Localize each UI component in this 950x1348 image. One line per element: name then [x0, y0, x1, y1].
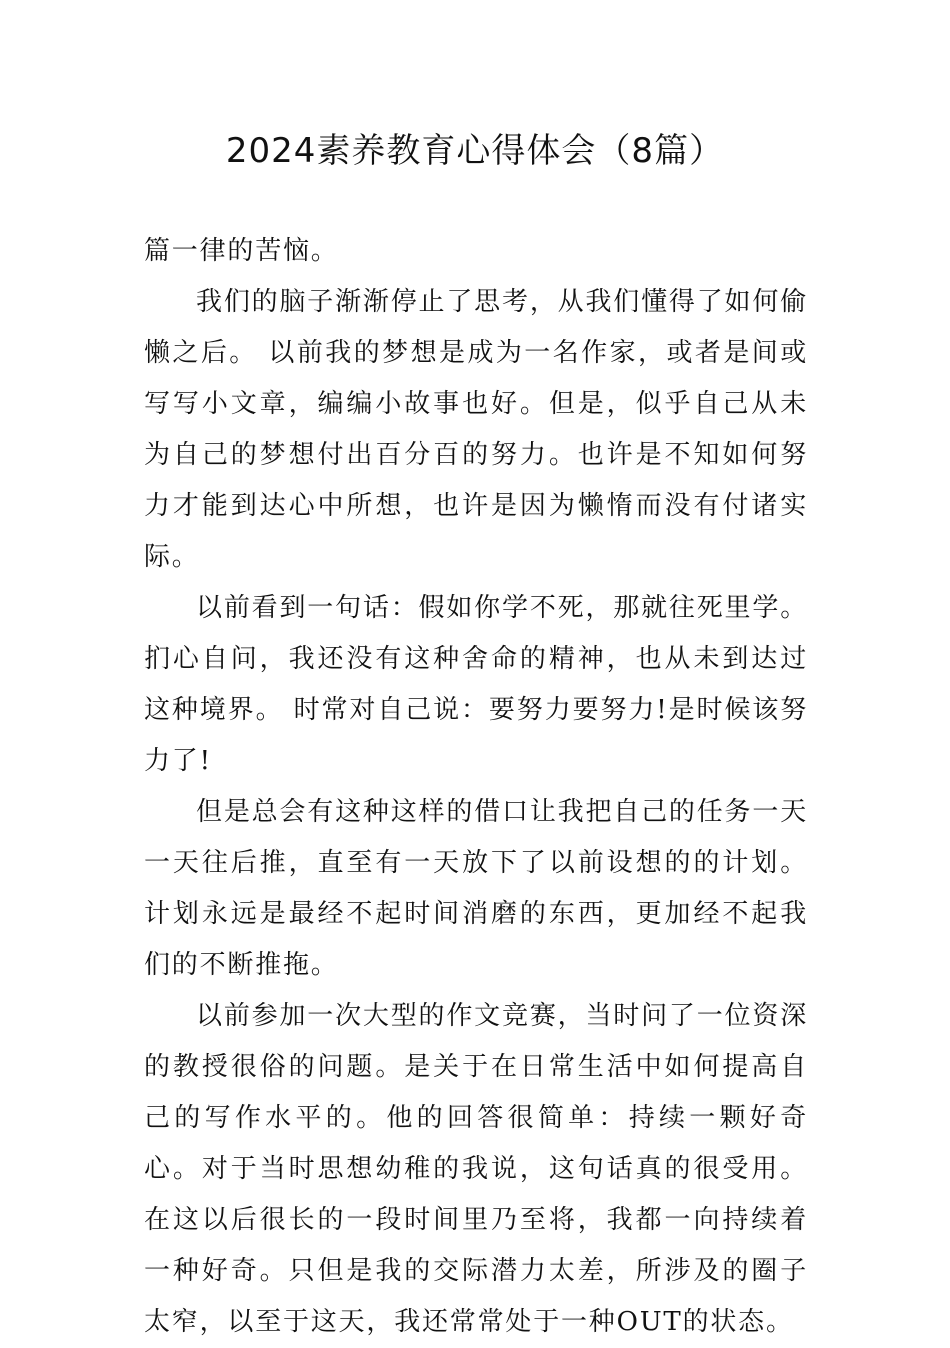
- document-body: [144, 226, 808, 1348]
- section-heading: 篇一律的苦恼。: [144, 236, 339, 266]
- document-title: 2024素养教育心得体会（8篇）: [225, 131, 725, 171]
- paragraph-3: 但是总会有这种这样的借口让我把自己的任务一天一天往后推，直至有一天放下了以前设想的的计划。计划永远是最经不起时间消磨的东西，更加经不起我们的不断推拖。: [144, 797, 808, 980]
- paragraph-1: 我们的脑子渐渐停止了思考，从我们懂得了如何偷懒之后。 以前我的梦想是成为一名作家，或者是间或写写小文章，编编小故事也好。但是，似乎自己从未为自己的梦想付出百分百的努力。也许是不知如何努力才能到达心中所想，也许是因为懒惰而没有付诸实际。: [144, 287, 808, 572]
- paragraph-4: 以前参加一次大型的作文竞赛，当时问了一位资深的教授很俗的问题。是关于在日常生活中如何提高自己的写作水平的。他的回答很简单：持续一颗好奇心。对于当时思想幼稚的我说，这句话真的很受用。在这以后很长的一段时间里乃至将，我都一向持续着一种好奇。只但是我的交际潜力太差，所涉及的圈子太窄，以至于这天，我还常常处于一种OUT的状态。: [144, 1001, 808, 1337]
- paragraph-2: 以前看到一句话：假如你学不死，那就往死里学。扪心自问，我还没有这种舍命的精神，也从未到达过这种境界。 时常对自己说：要努力要努力!是时候该努力了!: [144, 593, 808, 776]
